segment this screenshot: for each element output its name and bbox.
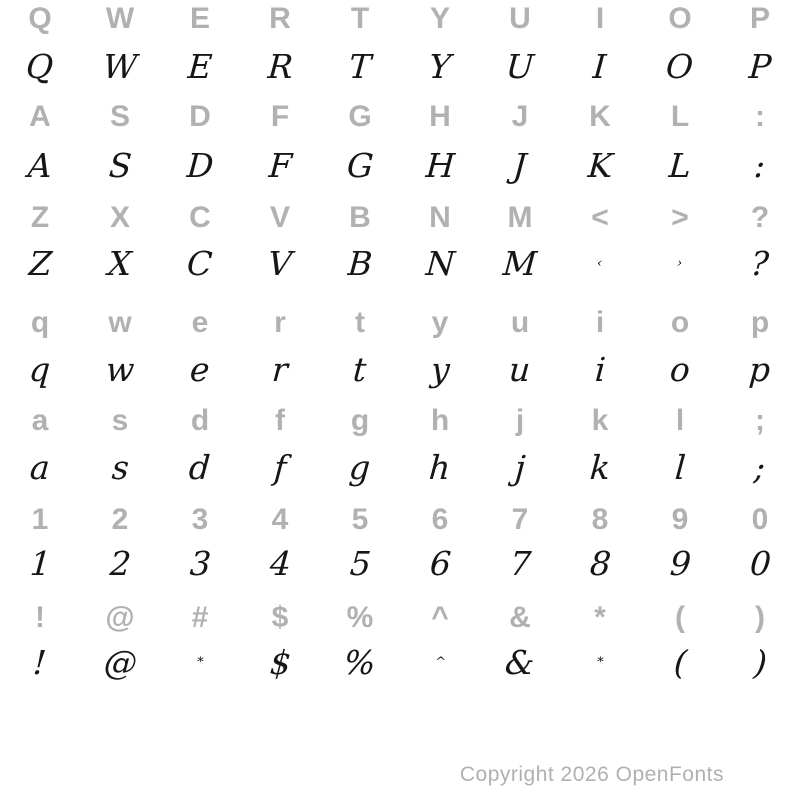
glyph-cell: s xyxy=(111,404,129,437)
glyph-cell: M xyxy=(501,243,539,283)
glyph-cell: ( xyxy=(675,601,685,634)
glyph-cell: 9 xyxy=(671,503,689,536)
glyph-cell: h xyxy=(430,404,450,437)
glyph-cell: a xyxy=(31,404,49,437)
glyph-cell: > xyxy=(671,201,689,234)
glyph-cell: B xyxy=(349,201,371,234)
glyph-cell: ; xyxy=(753,447,767,487)
glyph-cell: 3 xyxy=(188,543,212,583)
glyph-cell: ( xyxy=(672,642,688,682)
row-uppercase-home-script xyxy=(0,137,800,193)
glyph-cell: L xyxy=(667,145,693,185)
glyph-cell: ? xyxy=(749,243,771,283)
glyph-cell: $ xyxy=(268,642,292,682)
glyph-cell: r xyxy=(274,306,286,339)
glyph-cell: R xyxy=(269,2,291,35)
glyph-cell: O xyxy=(665,46,695,86)
glyph-cell: F xyxy=(270,100,290,133)
glyph-cell: H xyxy=(429,100,451,133)
glyph-cell: L xyxy=(670,100,690,133)
glyph-cell: 6 xyxy=(428,543,452,583)
glyph-cell: % xyxy=(346,601,374,634)
glyph-cell: Z xyxy=(30,201,50,234)
glyph-cell: M xyxy=(507,201,533,234)
glyph-cell: * xyxy=(596,654,604,670)
glyph-cell: p xyxy=(750,306,770,339)
glyph-cell: l xyxy=(675,404,685,437)
glyph-cell: J xyxy=(511,100,529,133)
glyph-cell: U xyxy=(509,2,531,35)
glyph-cell: $ xyxy=(271,601,289,634)
glyph-cell: g xyxy=(350,404,370,437)
glyph-cell: 0 xyxy=(748,543,772,583)
glyph-cell: W xyxy=(101,46,139,86)
glyph-cell: @ xyxy=(105,601,135,634)
glyph-cell: @ xyxy=(102,642,138,682)
glyph-cell: * xyxy=(196,654,204,670)
glyph-cell: I xyxy=(595,2,605,35)
glyph-cell: K xyxy=(589,100,611,133)
glyph-cell: r xyxy=(270,349,290,389)
glyph-cell: S xyxy=(109,100,130,133)
glyph-cell: w xyxy=(108,306,132,339)
glyph-cell: u xyxy=(510,306,530,339)
glyph-cell: W xyxy=(105,2,135,35)
glyph-cell: < xyxy=(591,201,609,234)
glyph-cell: q xyxy=(28,349,52,389)
glyph-cell: J xyxy=(512,145,528,185)
glyph-cell: k xyxy=(588,447,612,487)
glyph-cell: 4 xyxy=(271,503,289,536)
row-digits-script xyxy=(0,535,800,591)
glyph-cell: A xyxy=(26,145,54,185)
glyph-cell: q xyxy=(30,306,50,339)
glyph-cell: C xyxy=(189,201,211,234)
glyph-cell: 8 xyxy=(591,503,609,536)
glyph-cell: P xyxy=(747,46,773,86)
glyph-cell: d xyxy=(188,447,212,487)
glyph-cell: j xyxy=(513,447,527,487)
glyph-cell: U xyxy=(504,46,536,86)
glyph-cell: D xyxy=(185,145,215,185)
glyph-cell: 7 xyxy=(508,543,532,583)
glyph-cell: O xyxy=(668,2,692,35)
glyph-cell: i xyxy=(593,349,607,389)
glyph-cell: 8 xyxy=(588,543,612,583)
glyph-cell: s xyxy=(110,447,130,487)
glyph-cell: E xyxy=(186,46,214,86)
glyph-cell: T xyxy=(347,46,373,86)
glyph-cell: V xyxy=(266,243,294,283)
glyph-cell: ; xyxy=(755,404,765,437)
glyph-cell: & xyxy=(503,642,537,682)
glyph-cell: P xyxy=(749,2,770,35)
glyph-cell: e xyxy=(191,306,209,339)
glyph-cell: G xyxy=(345,145,375,185)
glyph-cell: ^ xyxy=(434,654,446,670)
glyph-cell: a xyxy=(28,447,52,487)
glyph-cell: g xyxy=(348,447,372,487)
glyph-cell: f xyxy=(275,404,285,437)
glyph-cell: ! xyxy=(31,642,48,682)
glyph-cell: h xyxy=(427,447,452,487)
glyph-cell: V xyxy=(269,201,290,234)
glyph-cell: K xyxy=(586,145,614,185)
glyph-cell: d xyxy=(190,404,210,437)
glyph-cell: 2 xyxy=(108,543,132,583)
glyph-cell: › xyxy=(676,255,684,271)
glyph-cell: 5 xyxy=(351,503,369,536)
glyph-cell: F xyxy=(267,145,293,185)
glyph-cell: 7 xyxy=(511,503,529,536)
glyph-cell: y xyxy=(431,306,449,339)
glyph-cell: T xyxy=(350,2,370,35)
glyph-cell: ‹ xyxy=(596,255,604,271)
glyph-cell: p xyxy=(748,349,772,389)
glyph-cell: D xyxy=(189,100,211,133)
glyph-cell: f xyxy=(272,447,288,487)
glyph-cell: Z xyxy=(27,243,53,283)
glyph-cell: * xyxy=(594,601,606,634)
glyph-cell: : xyxy=(755,100,765,133)
glyph-cell: ? xyxy=(750,201,770,234)
glyph-cell: S xyxy=(107,145,133,185)
glyph-cell: 5 xyxy=(348,543,372,583)
glyph-cell: I xyxy=(592,46,608,86)
glyph-cell: % xyxy=(342,642,378,682)
glyph-cell: Q xyxy=(28,2,52,35)
glyph-cell: w xyxy=(104,349,136,389)
glyph-cell: i xyxy=(595,306,605,339)
row-lowercase-top-script xyxy=(0,341,800,397)
glyph-cell: Q xyxy=(25,46,55,86)
glyph-cell: ) xyxy=(755,601,765,634)
glyph-cell: N xyxy=(424,243,456,283)
glyph-cell: 2 xyxy=(111,503,129,536)
glyph-cell: 1 xyxy=(31,503,49,536)
glyph-cell: & xyxy=(509,601,531,634)
glyph-cell: N xyxy=(429,201,451,234)
glyph-cell: ) xyxy=(752,642,768,682)
glyph-cell: B xyxy=(346,243,374,283)
glyph-cell: u xyxy=(507,349,532,389)
glyph-cell: ^ xyxy=(431,601,449,634)
glyph-cell: j xyxy=(515,404,525,437)
glyph-cell: R xyxy=(266,46,294,86)
row-uppercase-bottom-script xyxy=(0,235,800,291)
row-uppercase-top-script xyxy=(0,38,800,94)
glyph-cell: o xyxy=(670,306,690,339)
glyph-cell: t xyxy=(351,349,368,389)
glyph-cell: ! xyxy=(35,601,45,634)
glyph-cell: Y xyxy=(427,46,453,86)
glyph-cell: e xyxy=(188,349,212,389)
glyph-cell: o xyxy=(668,349,692,389)
glyph-cell: 9 xyxy=(668,543,692,583)
glyph-cell: H xyxy=(424,145,456,185)
glyph-cell: 0 xyxy=(751,503,769,536)
glyph-cell: X xyxy=(106,243,134,283)
glyph-cell: # xyxy=(191,601,209,634)
glyph-cell: 6 xyxy=(431,503,449,536)
glyph-cell: 1 xyxy=(28,543,52,583)
glyph-cell: : xyxy=(753,145,767,185)
row-lowercase-home-script xyxy=(0,439,800,495)
glyph-cell: C xyxy=(186,243,214,283)
glyph-cell: t xyxy=(355,306,365,339)
glyph-cell: Y xyxy=(429,2,450,35)
glyph-cell: l xyxy=(673,447,687,487)
glyph-cell: 4 xyxy=(268,543,292,583)
glyph-cell: X xyxy=(109,201,130,234)
glyph-cell: 3 xyxy=(191,503,209,536)
glyph-cell: y xyxy=(429,349,451,389)
glyph-cell: E xyxy=(189,2,210,35)
row-symbols-script xyxy=(0,634,800,690)
glyph-cell: G xyxy=(348,100,372,133)
copyright-watermark: Copyright 2026 OpenFonts xyxy=(459,763,724,786)
glyph-cell: A xyxy=(29,100,51,133)
glyph-cell: k xyxy=(591,404,609,437)
